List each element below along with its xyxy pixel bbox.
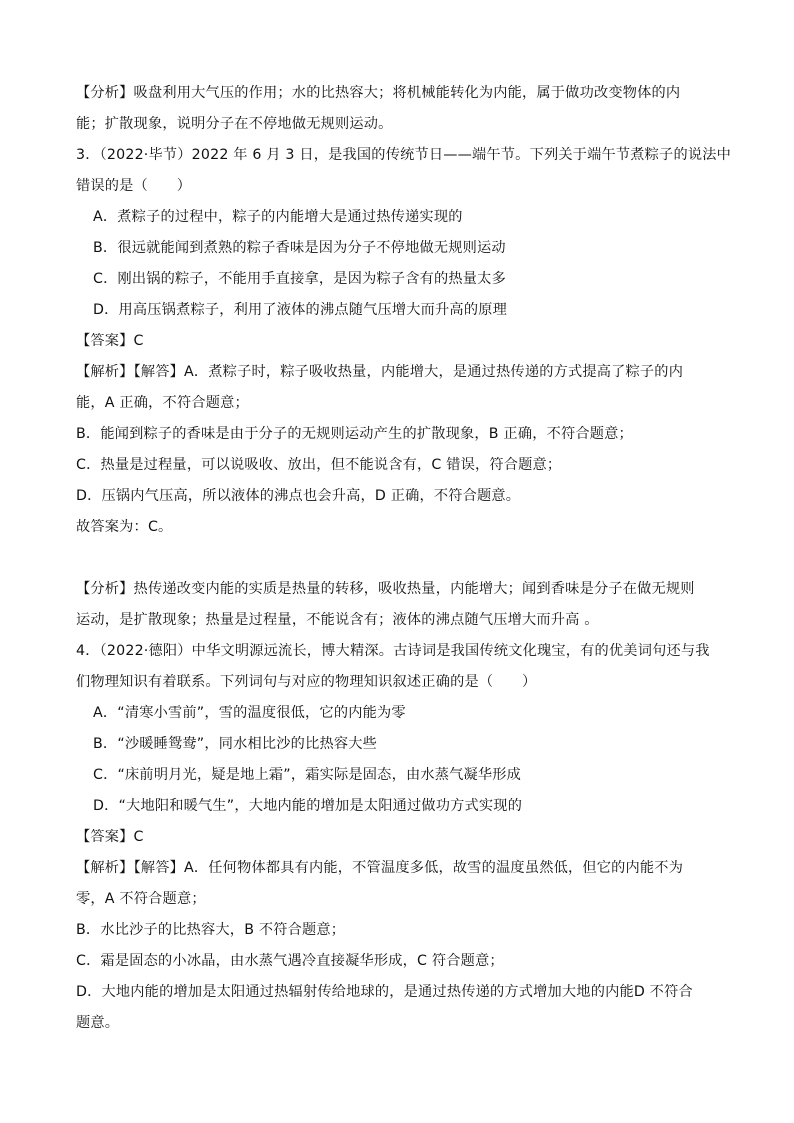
question-stem-line: 3．（2022·毕节）2022 年 6 月 3 日，是我国的传统节日——端午节。下列关于端午节煮粽子的说法中 — [76, 147, 731, 163]
explanation-line: B．能闻到粽子的香味是由于分子的无规则运动产生的扩散现象，B 正确，不符合题意； — [76, 426, 633, 442]
option-d: D．用高压锅煮粽子，利用了液体的沸点随气压增大而升高的原理 — [93, 302, 507, 318]
option-a: A．煮粽子的过程中，粽子的内能增大是通过热传递实现的 — [93, 209, 463, 225]
question-4 — [76, 636, 710, 1039]
option-b: B．“沙暖睡鸳鸯”，同水相比沙的比热容大些 — [93, 736, 378, 752]
question-stem-line: 们物理知识有着联系。下列词句与对应的物理知识叙述正确的是（ ） — [76, 674, 537, 690]
explanation-line: 【解析】【解答】A．任何物体都具有内能，不管温度多低，故雪的温度虽然低，但它的内能不为 — [76, 860, 684, 876]
answer-line: 【答案】C — [76, 333, 144, 349]
explanation-line: C．霜是固态的小冰晶，由水蒸气遇冷直接凝华形成，C 符合题意； — [76, 953, 504, 969]
explanation-line: 能，A 正确，不符合题意； — [76, 395, 249, 411]
explanation-line: C．热量是过程量，可以说吸收、放出，但不能说含有，C 错误，符合题意； — [76, 457, 562, 473]
q2-analysis — [76, 78, 704, 140]
analysis-line: 能；扩散现象，说明分子在不停地做无规则运动。 — [76, 116, 393, 132]
option-c: C．“床前明月光，疑是地上霜”，霜实际是固态，由水蒸气凝华形成 — [93, 767, 522, 783]
answer-line: 【答案】C — [76, 829, 144, 845]
explanation-line: D．大地内能的增加是太阳通过热辐射传给地球的，是通过热传递的方式增加大地的内能D 不符合 — [76, 984, 693, 1000]
blank-spacer — [76, 543, 704, 574]
explanation-line: 【解析】【解答】A．煮粽子时，粽子吸收热量，内能增大，是通过热传递的方式提高了粽子的内 — [76, 364, 684, 380]
explanation-line: 故答案为：C。 — [76, 519, 173, 535]
option-b: B．很远就能闻到煮熟的粽子香味是因为分子不停地做无规则运动 — [93, 240, 506, 256]
analysis-line: 运动，是扩散现象；热量是过程量，不能说含有；液体的沸点随气压增大而升高 。 — [76, 612, 599, 628]
explanation-line: 零，A 不符合题意； — [76, 891, 206, 907]
analysis-line: 【分析】热传递改变内能的实质是热量的转移，吸收热量，内能增大；闻到香味是分子在做无规则 — [76, 581, 695, 597]
question-3 — [76, 140, 731, 636]
option-d: D．“大地阳和暖气生”，大地内能的增加是太阳通过做功方式实现的 — [93, 798, 523, 814]
question-stem-line: 4．（2022·德阳）中华文明源远流长，博大精深。古诗词是我国传统文化瑰宝，有的优美词句还与我 — [76, 643, 710, 659]
explanation-line: B．水比沙子的比热容大，B 不符合题意； — [76, 922, 346, 938]
option-c: C．刚出锅的粽子，不能用手直接拿，是因为粽子含有的热量太多 — [93, 271, 506, 287]
option-a: A．“清寒小雪前”，雪的温度很低，它的内能为零 — [93, 705, 406, 721]
question-stem-line: 错误的是（ ） — [76, 178, 192, 194]
explanation-line: D．压锅内气压高，所以液体的沸点也会升高，D 正确，不符合题意。 — [76, 488, 521, 504]
explanation-line: 题意。 — [76, 1015, 120, 1031]
analysis-line: 【分析】吸盘利用大气压的作用；水的比热容大；将机械能转化为内能，属于做功改变物体的内 — [76, 85, 681, 101]
